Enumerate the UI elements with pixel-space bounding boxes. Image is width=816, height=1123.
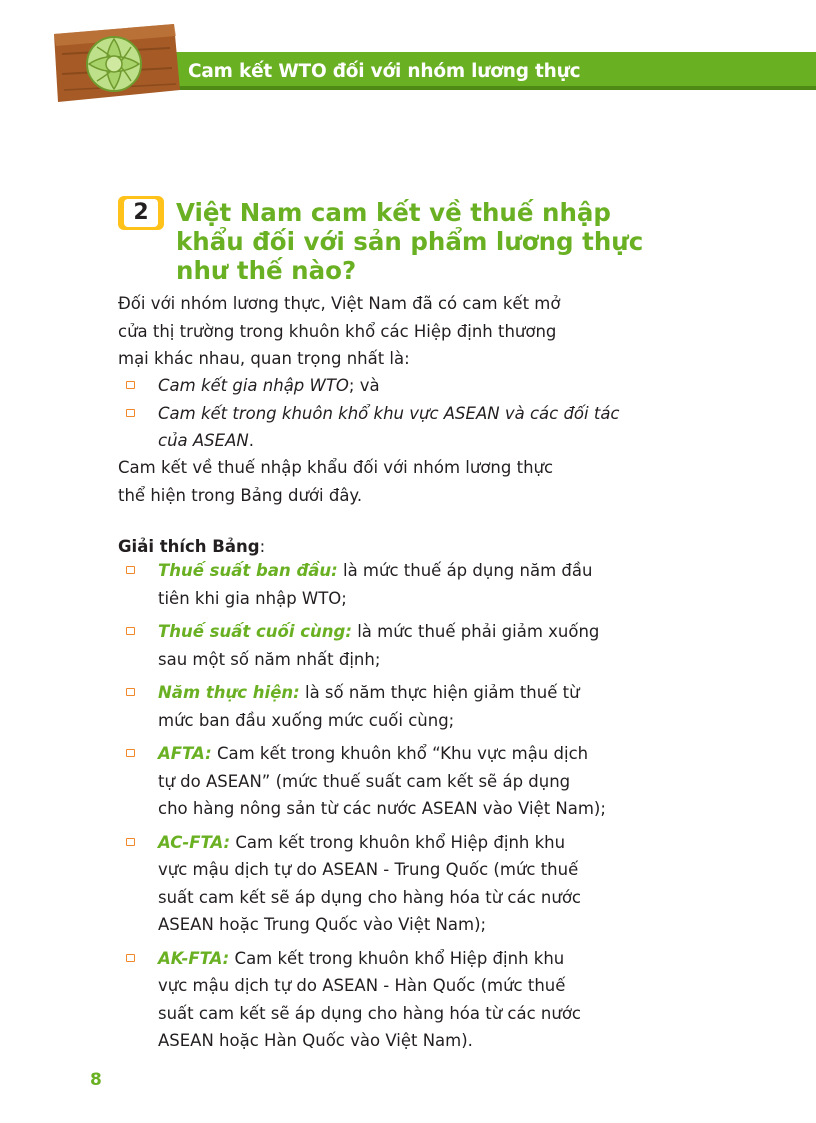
explanation-item: Năm thực hiện: là số năm thực hiện giảm thuế từ mức ban đầu xuống mức cuối cùng; [118,679,758,734]
text-line: Đối với nhóm lương thực, Việt Nam đã có cam kết mở [118,294,561,313]
term: Thuế suất cuối cùng: [158,622,352,641]
section-number-badge [118,196,164,230]
explanation-item: AFTA: Cam kết trong khuôn khổ “Khu vực mậu dịch tự do ASEAN” (mức thuế suất cam kết sẽ áp dụng cho hàng nông sản từ các nước ASEAN vào Việt Nam); [118,740,758,823]
explanation-item: Thuế suất ban đầu: là mức thuế áp dụng năm đầu tiên khi gia nhập WTO; [118,557,758,612]
heading-line: Việt Nam cam kết về thuế nhập [176,198,611,227]
explanation-list [118,557,758,1055]
text-line: thể hiện trong Bảng dưới đây. [118,485,363,505]
intro-paragraph [118,290,758,373]
square-bullet-icon [126,954,135,962]
header-title: Cam kết WTO đối với nhóm lương thực [188,61,581,82]
square-bullet-icon [126,381,135,389]
term: AFTA: [158,744,212,763]
term: Năm thực hiện: [158,683,300,702]
term: Thuế suất ban đầu: [158,561,338,580]
text-line: cửa thị trường trong khuôn khổ các Hiệp định thương [118,321,557,341]
square-bullet-icon [126,409,135,417]
square-bullet-icon [126,688,135,696]
text-line: Cam kết về thuế nhập khẩu đối với nhóm lương thực [118,458,554,477]
square-bullet-icon [126,838,135,846]
term: AC-FTA: [158,832,231,852]
explanation-title: Giải thích Bảng: [118,537,266,556]
text-line: mại khác nhau, quan trọng nhất là: [118,349,410,368]
section-number: 2 [124,199,158,227]
section-heading [176,198,736,285]
list-item: Cam kết trong khuôn khổ khu vực ASEAN và các đối tác của ASEAN. [118,400,758,455]
heading-line: khẩu đối với sản phẩm lương thực [176,227,644,256]
square-bullet-icon [126,627,135,635]
term: AK-FTA: [158,948,230,968]
page-number: 8 [90,1070,102,1090]
heading-line: như thế nào? [176,256,357,285]
list-item: Cam kết gia nhập WTO; và [118,372,758,400]
artichoke-logo-icon [52,24,182,104]
closing-paragraph [118,454,758,509]
square-bullet-icon [126,749,135,757]
square-bullet-icon [126,566,135,574]
explanation-item: AK-FTA: Cam kết trong khuôn khổ Hiệp định khu vực mậu dịch tự do ASEAN - Hàn Quốc (mức thuế suất cam kết sẽ áp dụng cho hàng hóa từ các nước ASEAN hoặc Hàn Quốc vào Việt Nam). [118,945,758,1055]
commitment-list [118,372,758,455]
explanation-item: Thuế suất cuối cùng: là mức thuế phải giảm xuống sau một số năm nhất định; [118,618,758,673]
explanation-item: AC-FTA: Cam kết trong khuôn khổ Hiệp định khu vực mậu dịch tự do ASEAN - Trung Quốc (mức thuế suất cam kết sẽ áp dụng cho hàng hóa từ các nước ASEAN hoặc Trung Quốc vào Việt Nam); [118,829,758,939]
